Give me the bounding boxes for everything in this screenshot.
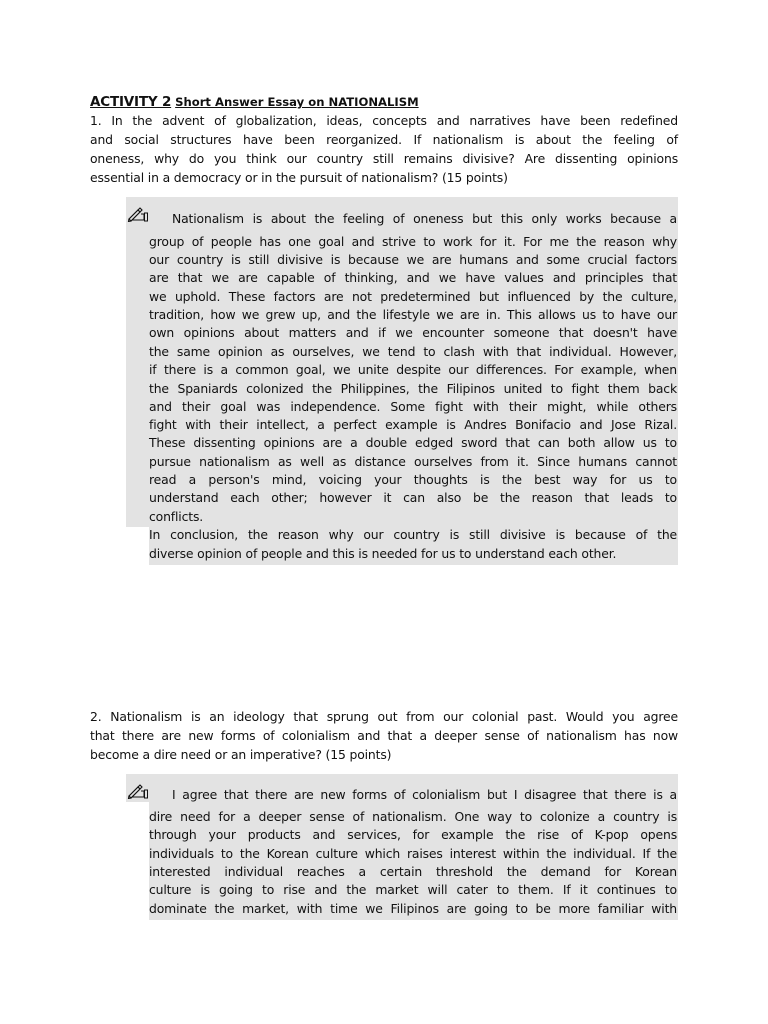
answer1-line: read a person's mind, voicing your thoughts is the best way for us to — [149, 472, 677, 487]
answer2-line: I agree that there are new forms of colonialism but I disagree that there is a — [172, 787, 677, 802]
answer1-line: Nationalism is about the feeling of oneness but this only works because a — [172, 211, 677, 226]
answer1-line: tradition, how we grew up, and the lifestyle we are in. This allows us to have our — [149, 307, 677, 322]
question1-line: and social structures have been reorganized. If nationalism is about the feeling of — [90, 132, 678, 147]
question2-line: that there are new forms of colonialism and that a deeper sense of nationalism has now — [90, 728, 678, 743]
answer2-line: dominate the market, with time we Filipinos are going to be more familiar with — [149, 901, 677, 916]
answer1-line: and their goal was independence. Some fight with their might, while others — [149, 399, 677, 414]
answer2-line: dire need for a deeper sense of nationalism. One way to colonize a country is — [149, 809, 677, 824]
question1-line: essential in a democracy or in the pursuit of nationalism? (15 points) — [90, 170, 508, 185]
answer1-line: the same opinion as ourselves, we tend to clash with that individual. However, — [149, 344, 677, 359]
answer2-line: interested individual reaches a certain threshold the demand for Korean — [149, 864, 677, 879]
answer1-line: are that we are capable of thinking, and we have values and principles that — [149, 270, 677, 285]
answer1-line: our country is still divisive is because we are humans and some crucial factors — [149, 252, 677, 267]
question1-line: oneness, why do you think our country still remains divisive? Are dissenting opinions — [90, 151, 678, 166]
writing-hand-icon — [127, 783, 149, 799]
question2-line: 2. Nationalism is an ideology that sprung out from our colonial past. Would you agree — [90, 709, 678, 724]
answer1-line: fight with their intellect, a perfect example is Andres Bonifacio and Jose Rizal. — [149, 417, 677, 432]
activity-title — [90, 93, 419, 112]
answer1-line: the Spaniards colonized the Philippines, the Filipinos united to fight them back — [149, 381, 677, 396]
answer2-line: through your products and services, for example the rise of K-pop opens — [149, 827, 677, 842]
answer1-line: pursue nationalism as well as distance ourselves from it. Since humans cannot — [149, 454, 677, 469]
writing-hand-icon — [127, 206, 149, 222]
activity-subtitle: Short Answer Essay on NATIONALISM — [175, 95, 419, 109]
answer1-line: if there is a common goal, we unite despite our differences. For example, when — [149, 362, 677, 377]
answer1-line: conflicts. — [149, 509, 204, 524]
answer2-line: individuals to the Korean culture which raises interest within the individual. If the — [149, 846, 677, 861]
activity-number: ACTIVITY 2 — [90, 94, 172, 110]
answer2-line: culture is going to rise and the market will cater to them. If it continues to — [149, 882, 677, 897]
question1-line: 1. In the advent of globalization, ideas, concepts and narratives have been redefined — [90, 113, 678, 128]
question2-line: become a dire need or an imperative? (15 points) — [90, 747, 392, 762]
answer1-line: group of people has one goal and strive to work for it. For me the reason why — [149, 234, 677, 249]
answer1-conclusion-line: In conclusion, the reason why our country is still divisive is because of the — [149, 527, 677, 542]
answer1-line: understand each other; however it can also be the reason that leads to — [149, 490, 677, 505]
answer1-line: own opinions about matters and if we encounter someone that doesn't have — [149, 325, 677, 340]
answer1-line: These dissenting opinions are a double edged sword that can both allow us to — [149, 435, 677, 450]
answer1-conclusion-line: diverse opinion of people and this is needed for us to understand each other. — [149, 546, 617, 561]
answer1-line: we uphold. These factors are not predetermined but influenced by the culture, — [149, 289, 677, 304]
